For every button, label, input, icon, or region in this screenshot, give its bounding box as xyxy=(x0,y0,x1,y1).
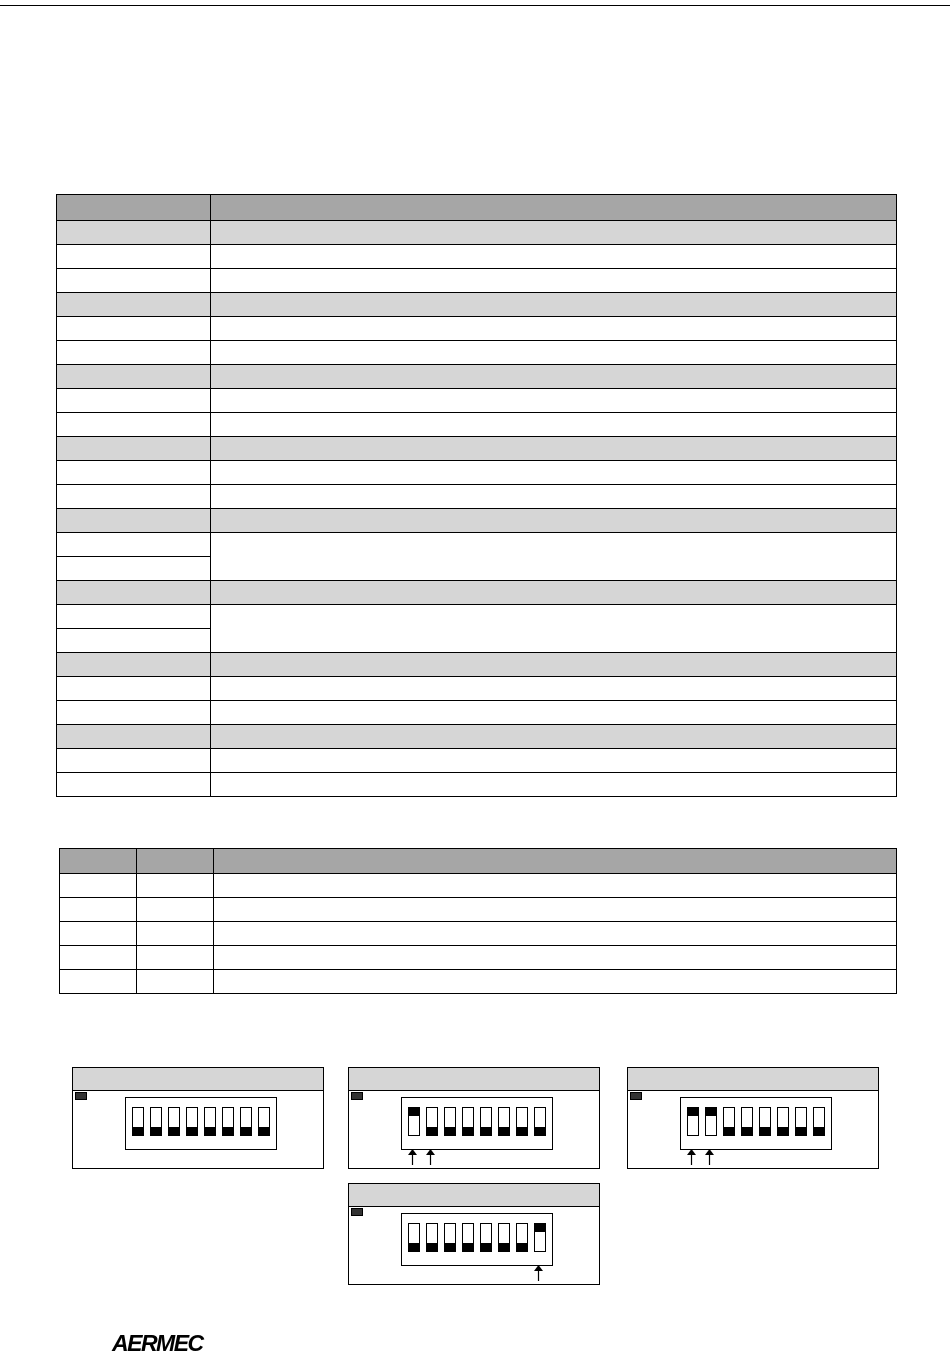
dip-switch-knob xyxy=(517,1243,527,1251)
table-cell-description xyxy=(211,701,897,725)
dip-switch-knob xyxy=(742,1127,752,1135)
table-cell-label xyxy=(57,701,211,725)
dip-switch-1 xyxy=(687,1107,699,1136)
table-row xyxy=(57,605,897,629)
table-cell-description xyxy=(211,581,897,605)
dip-switch-2 xyxy=(150,1107,162,1136)
dip-switch-knob xyxy=(187,1127,197,1135)
table-cell xyxy=(137,849,214,874)
dip-switch-7 xyxy=(516,1223,528,1252)
dip-switch-knob xyxy=(535,1127,545,1135)
table-row xyxy=(57,245,897,269)
table-cell-description xyxy=(211,317,897,341)
dip-switch-knob xyxy=(409,1243,419,1251)
table-cell xyxy=(137,874,214,898)
dip-switch-knob xyxy=(517,1127,527,1135)
dip-switch-knob xyxy=(481,1243,491,1251)
table-cell-label xyxy=(57,653,211,677)
table-cell xyxy=(214,946,897,970)
table-cell-description xyxy=(211,653,897,677)
table-cell-label xyxy=(57,293,211,317)
table-cell-description xyxy=(211,509,897,533)
dip-panel-title xyxy=(628,1068,878,1091)
dip-switch-knob xyxy=(688,1108,698,1116)
table-cell-label xyxy=(57,509,211,533)
dip-switch-panel-3 xyxy=(627,1067,879,1169)
table-cell xyxy=(60,970,137,994)
dip-switch-4 xyxy=(186,1107,198,1136)
dip-switch-knob xyxy=(223,1127,233,1135)
dip-switch-knob xyxy=(463,1243,473,1251)
dip-switch-7 xyxy=(516,1107,528,1136)
table-cell-description xyxy=(211,749,897,773)
table-cell-label xyxy=(57,413,211,437)
dip-panel-title xyxy=(349,1184,599,1207)
arrow-up-icon xyxy=(408,1149,417,1165)
dip-switch-4 xyxy=(462,1107,474,1136)
arrow-up-icon xyxy=(534,1265,543,1281)
dip-switch-8 xyxy=(258,1107,270,1136)
table-cell xyxy=(137,922,214,946)
table-cell-label xyxy=(57,749,211,773)
table-cell xyxy=(137,898,214,922)
dip-switch-1 xyxy=(132,1107,144,1136)
dip-switch-knob xyxy=(445,1127,455,1135)
dip-switch-6 xyxy=(777,1107,789,1136)
table-cell-description xyxy=(211,413,897,437)
dip-switch-knob xyxy=(169,1127,179,1135)
dip-switch-7 xyxy=(240,1107,252,1136)
dip-switch-6 xyxy=(222,1107,234,1136)
dip-switch-1 xyxy=(408,1107,420,1136)
dip-switch-1 xyxy=(408,1223,420,1252)
dip-switch-3 xyxy=(444,1223,456,1252)
table-row xyxy=(60,898,897,922)
table-cell-label xyxy=(57,437,211,461)
table-cell-label xyxy=(57,485,211,509)
table-cell xyxy=(214,898,897,922)
table-cell-description xyxy=(211,221,897,245)
table-cell xyxy=(60,874,137,898)
table-cell-label xyxy=(57,605,211,629)
dip-switch-knob xyxy=(481,1127,491,1135)
table-row xyxy=(57,677,897,701)
table-cell-label xyxy=(57,461,211,485)
led-indicator-icon xyxy=(630,1092,642,1100)
table-cell-description xyxy=(211,725,897,749)
table-cell-label xyxy=(57,365,211,389)
dip-switch-3 xyxy=(444,1107,456,1136)
table-cell-description xyxy=(211,269,897,293)
table-row xyxy=(57,461,897,485)
table-row xyxy=(57,341,897,365)
table-cell-label xyxy=(57,581,211,605)
dip-switch-knob xyxy=(445,1243,455,1251)
dip-switch-knob xyxy=(535,1224,545,1232)
dip-switch-block xyxy=(125,1097,277,1150)
table-cell-description xyxy=(211,293,897,317)
configuration-table xyxy=(56,194,897,797)
table-row xyxy=(60,874,897,898)
aermec-logo: AERMEC xyxy=(112,1330,203,1356)
table-cell-description xyxy=(211,195,897,221)
dip-switch-knob xyxy=(205,1127,215,1135)
switch-settings-table xyxy=(59,848,897,994)
dip-panel-title xyxy=(73,1068,323,1091)
table-cell-label xyxy=(57,317,211,341)
table-row xyxy=(57,749,897,773)
dip-switch-knob xyxy=(499,1243,509,1251)
table-row xyxy=(57,365,897,389)
dip-switch-panel-4 xyxy=(348,1183,600,1285)
table-row xyxy=(60,970,897,994)
table-row xyxy=(57,509,897,533)
dip-switch-knob xyxy=(706,1108,716,1116)
table-row xyxy=(57,437,897,461)
dip-switch-knob xyxy=(133,1127,143,1135)
table-row xyxy=(57,317,897,341)
table-row xyxy=(60,946,897,970)
table-cell-description xyxy=(211,773,897,797)
table-cell xyxy=(214,849,897,874)
table-row xyxy=(60,922,897,946)
dip-switch-6 xyxy=(498,1223,510,1252)
table-cell xyxy=(214,970,897,994)
table-cell xyxy=(60,898,137,922)
dip-switch-block xyxy=(680,1097,832,1150)
table-cell xyxy=(214,874,897,898)
table-cell-label xyxy=(57,725,211,749)
table-cell-description xyxy=(211,461,897,485)
table-cell-label xyxy=(57,195,211,221)
led-indicator-icon xyxy=(351,1092,363,1100)
table-row xyxy=(60,849,897,874)
dip-switch-knob xyxy=(778,1127,788,1135)
dip-switch-knob xyxy=(796,1127,806,1135)
table-row xyxy=(57,413,897,437)
table-row xyxy=(57,653,897,677)
dip-switch-2 xyxy=(426,1107,438,1136)
table-cell-description xyxy=(211,341,897,365)
dip-switch-5 xyxy=(204,1107,216,1136)
table-row xyxy=(57,581,897,605)
dip-switch-2 xyxy=(705,1107,717,1136)
dip-switch-5 xyxy=(480,1107,492,1136)
table-row xyxy=(57,195,897,221)
table-cell-label xyxy=(57,677,211,701)
led-indicator-icon xyxy=(351,1208,363,1216)
table-cell xyxy=(60,946,137,970)
table-cell-description xyxy=(211,533,897,581)
table-cell-description xyxy=(211,389,897,413)
table-cell-description xyxy=(211,245,897,269)
dip-switch-8 xyxy=(813,1107,825,1136)
dip-switch-panel-2 xyxy=(348,1067,600,1169)
dip-panel-title xyxy=(349,1068,599,1091)
table-cell xyxy=(60,849,137,874)
dip-switch-3 xyxy=(168,1107,180,1136)
table-cell-label xyxy=(57,629,211,653)
table-cell-description xyxy=(211,365,897,389)
dip-switch-knob xyxy=(241,1127,251,1135)
table-row xyxy=(57,485,897,509)
arrow-up-icon xyxy=(687,1149,696,1165)
dip-switch-knob xyxy=(814,1127,824,1135)
dip-switch-2 xyxy=(426,1223,438,1252)
table-cell-label xyxy=(57,341,211,365)
dip-switch-knob xyxy=(409,1108,419,1116)
table-cell-label xyxy=(57,533,211,557)
table-cell-label xyxy=(57,389,211,413)
table-row xyxy=(57,533,897,557)
table-cell xyxy=(60,922,137,946)
table-row xyxy=(57,725,897,749)
dip-switch-knob xyxy=(760,1127,770,1135)
dip-switch-knob xyxy=(151,1127,161,1135)
dip-switch-knob xyxy=(427,1243,437,1251)
table-cell xyxy=(214,922,897,946)
table-cell-description xyxy=(211,677,897,701)
dip-switch-4 xyxy=(462,1223,474,1252)
table-cell-description xyxy=(211,437,897,461)
table-row xyxy=(57,269,897,293)
arrow-up-icon xyxy=(705,1149,714,1165)
dip-switch-knob xyxy=(499,1127,509,1135)
dip-switch-block xyxy=(401,1213,553,1266)
dip-switch-7 xyxy=(795,1107,807,1136)
table-cell-description xyxy=(211,485,897,509)
dip-switch-panel-1 xyxy=(72,1067,324,1169)
table-row xyxy=(57,701,897,725)
table-cell-label xyxy=(57,773,211,797)
dip-switch-knob xyxy=(259,1127,269,1135)
dip-switch-6 xyxy=(498,1107,510,1136)
table-cell xyxy=(137,946,214,970)
table-cell-label xyxy=(57,557,211,581)
table-cell-description xyxy=(211,605,897,653)
dip-switch-5 xyxy=(759,1107,771,1136)
dip-switch-5 xyxy=(480,1223,492,1252)
table-cell-label xyxy=(57,245,211,269)
dip-switch-8 xyxy=(534,1223,546,1252)
dip-switch-block xyxy=(401,1097,553,1150)
table-cell xyxy=(137,970,214,994)
table-row xyxy=(57,389,897,413)
table-row xyxy=(57,221,897,245)
led-indicator-icon xyxy=(75,1092,87,1100)
dip-switch-knob xyxy=(427,1127,437,1135)
table-cell-label xyxy=(57,221,211,245)
dip-switch-3 xyxy=(723,1107,735,1136)
dip-switch-8 xyxy=(534,1107,546,1136)
dip-switch-knob xyxy=(463,1127,473,1135)
table-row xyxy=(57,293,897,317)
dip-switch-knob xyxy=(724,1127,734,1135)
page-top-rule xyxy=(0,5,950,6)
table-row xyxy=(57,773,897,797)
table-cell-label xyxy=(57,269,211,293)
arrow-up-icon xyxy=(426,1149,435,1165)
dip-switch-4 xyxy=(741,1107,753,1136)
